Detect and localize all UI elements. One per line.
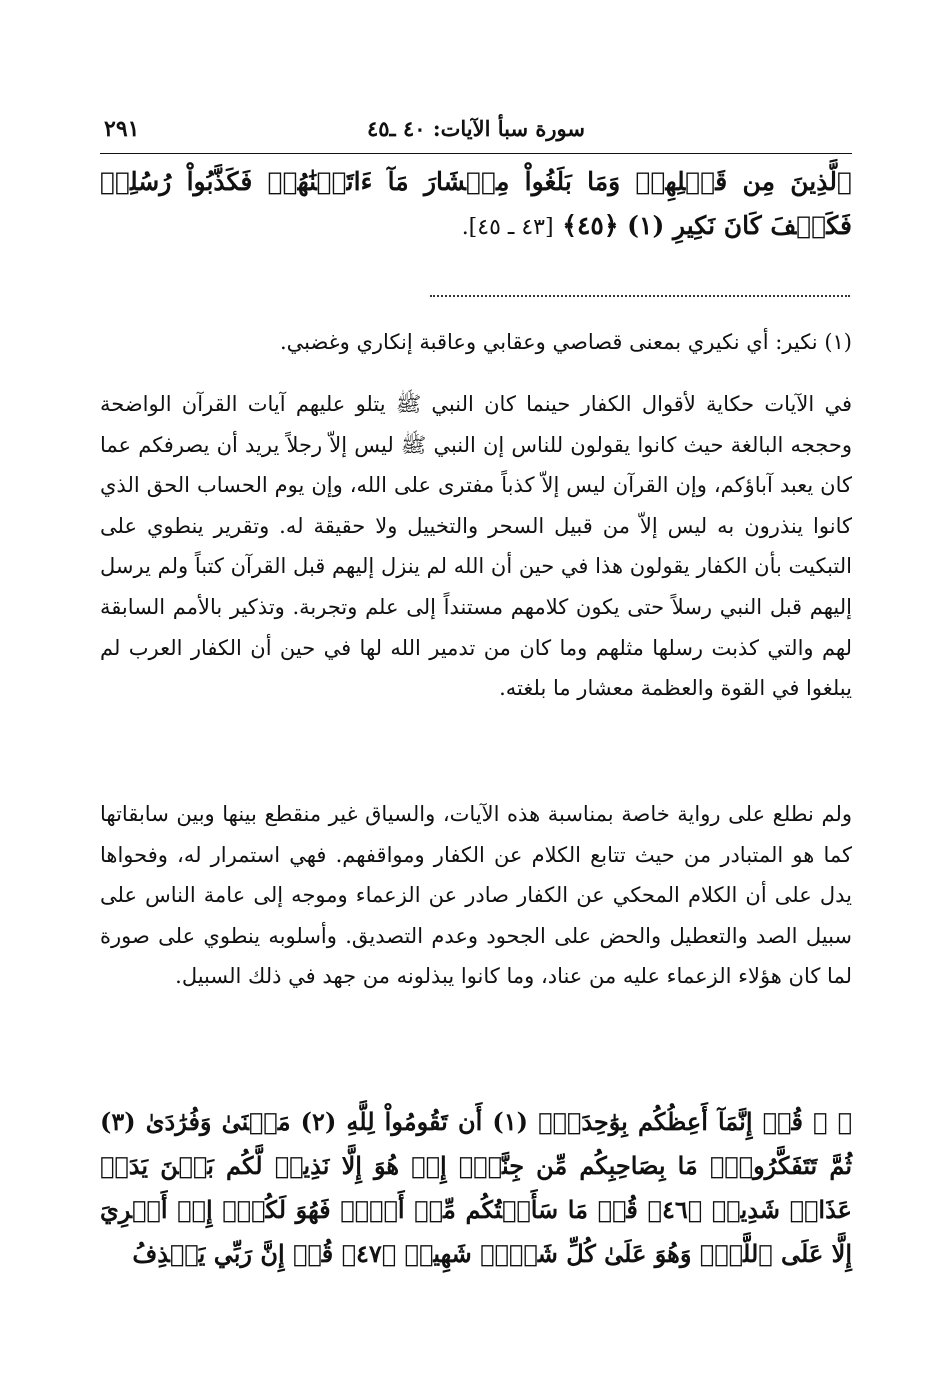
page-number: ٢٩١ [104,116,140,142]
quran-verse-block [100,160,852,250]
surah-title: سورة سبأ الآيات: ٤٠ ـ٤٥ [366,116,586,141]
footnote-separator [430,295,850,297]
verse-text: ٱلَّذِينَ مِن قَبۡلِهِمۡ وَمَا بَلَغُواْ مِعۡشَارَ مَآ ءَاتَيۡنَٰهُمۡ فَكَذَّبُواْ رُسُلِيۖ فَكَيۡفَ كَانَ نَكِيرِ (١) ﴿٤٥﴾ [100,167,852,240]
page-header [100,112,852,152]
footnote: (١) نكير: أي نكيري بمعنى قصاصي وعقابي وعاقبة إنكاري وغضبي. [279,330,852,354]
header-divider [100,153,852,154]
quran-verse-block-2: ﴿ ۞ قُلۡ إِنَّمَآ أَعِظُكُم بِوَٰحِدَةٍۖ (١) أَن تَقُومُواْ لِلَّهِ (٢) مَثۡنَىٰ وَفُرَٰدَىٰ (٣) ثُمَّ تَتَفَكَّرُواْۚ مَا بِصَاحِبِكُم مِّن جِنَّةٍۚ إِنۡ هُوَ إِلَّا نَذِيرٞ لَّكُم بَيۡنَ يَدَيۡ عَذَابٖ شَدِيدٖ ﴿٤٦﴾ قُلۡ مَا سَأَلۡتُكُم مِّنۡ أَجۡرٖ فَهُوَ لَكُمۡۖ إِنۡ أَجۡرِيَ إِلَّا عَلَى ٱللَّهِۖ وَهُوَ عَلَىٰ كُلِّ شَيۡءٖ شَهِيدٞ ﴿٤٧﴾ قُلۡ إِنَّ رَبِّي يَقۡذِفُ [100,1107,853,1268]
commentary-paragraph: في الآيات حكاية لأقوال الكفار حينما كان النبي ﷺ يتلو عليهم آيات القرآن الواضحة وحججه البالغة حيث كانوا يقولون للناس إن النبي ﷺ ليس إلاّ رجلاً يريد أن يصرفكم عما كان يعبد آباؤكم، وإن القرآن ليس إلاّ كذباً مفترى على الله، وإن يوم الحساب الحق الذي كانوا ينذرون به ليس إلاّ من قبيل السحر والتخييل ولا حقيقة له. وتقرير ينطوي على التبكيت بأن الكفار يقولون هذا في حين أن الله لم ينزل إليهم قبل القرآن كتباً ولم يرسل إليهم قبل النبي رسلاً حتى يكون كلامهم مستنداً إلى علم وتجربة. وتذكير بالأمم السابقة لهم والتي كذبت رسلها مثلهم وما كان من تدمير الله لها في حين أن الكفار العرب لم يبلغوا في القوة والعظمة معشار ما بلغته. [100,392,852,701]
commentary-paragraph: ولم نطلع على رواية خاصة بمناسبة هذه الآيات، والسياق غير منقطع بينها وبين سابقاتها كما هو المتبادر من حيث تتابع الكلام عن الكفار ومواقفهم. فهي استمرار له، وفحواها يدل على أن الكلام المحكي عن الكفار صادر عن الزعماء وموجه إلى عامة الناس على سبيل الصد والتعطيل والحض على الجحود وعدم التصديق. وأسلوبه ينطوي على صورة لما كان هؤلاء الزعماء عليه من عناد، وما كانوا يبذلونه من جهد في ذلك السبيل. [100,802,852,989]
verse-reference: [٤٣ ـ ٤٥]. [461,215,554,240]
